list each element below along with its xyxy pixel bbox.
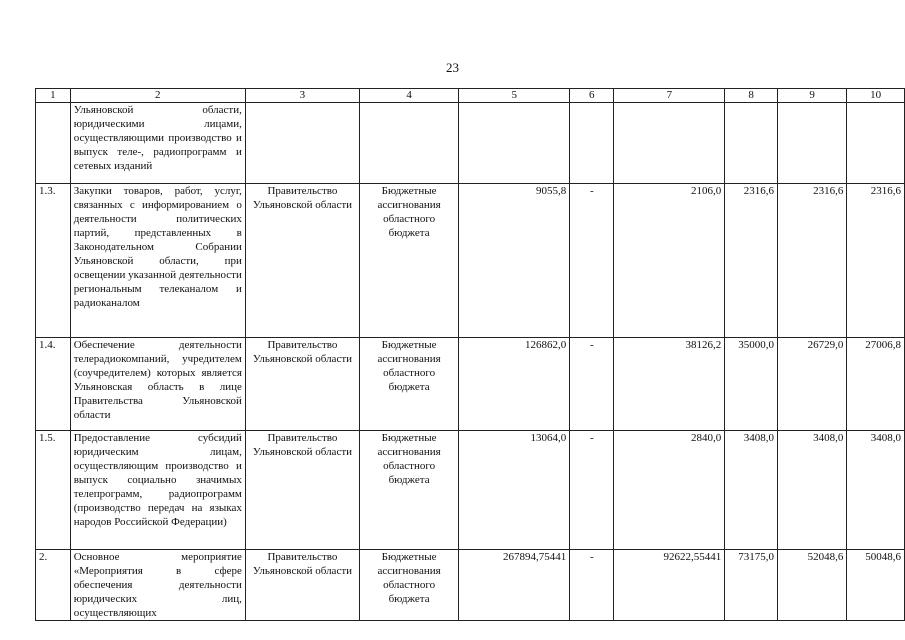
row-col7: 2840,0: [614, 431, 725, 550]
row-col10: 27006,8: [847, 338, 905, 431]
header-cell: 10: [847, 89, 905, 103]
row-col9: 3408,0: [777, 431, 846, 550]
row-col8: 35000,0: [725, 338, 778, 431]
header-cell: 9: [777, 89, 846, 103]
row-total: 126862,0: [459, 338, 570, 431]
row-executor: [245, 103, 359, 184]
row-number: 1.5.: [36, 431, 71, 550]
row-description: Обеспечение деятельности телерадиокомпаний, учредителем (соучредителем) которых является Ульяновская область в лице Правительства Ульяновской области: [70, 338, 245, 431]
row-executor: Правительство Ульяновской области: [245, 184, 359, 338]
row-executor: Правительство Ульяновской области: [245, 550, 359, 621]
table-row: [36, 431, 905, 550]
row-source: Бюджетные ассигнования областного бюджета: [359, 550, 458, 621]
row-description: Предоставление субсидий юридическим лицам, осуществляющим производство и выпуск социально значимых телепрограмм, радиопрограмм (производство передач на языках народов Российской Федерации): [70, 431, 245, 550]
row-col7: [614, 103, 725, 184]
header-cell: 3: [245, 89, 359, 103]
row-total: [459, 103, 570, 184]
table-row: [36, 103, 905, 184]
row-number: [36, 103, 71, 184]
header-cell: 5: [459, 89, 570, 103]
row-col10: [847, 103, 905, 184]
table-row: [36, 338, 905, 431]
header-cell: 4: [359, 89, 458, 103]
row-col9: [777, 103, 846, 184]
row-col8: 2316,6: [725, 184, 778, 338]
row-number: 1.3.: [36, 184, 71, 338]
row-col6: -: [570, 550, 614, 621]
row-total: 9055,8: [459, 184, 570, 338]
table-header-row: [36, 89, 905, 103]
row-source: Бюджетные ассигнования областного бюджета: [359, 431, 458, 550]
row-description: Основное мероприятие «Мероприятия в сфере обеспечения деятельности юридических лиц, осуществляющих: [70, 550, 245, 621]
row-total: 13064,0: [459, 431, 570, 550]
row-source: Бюджетные ассигнования областного бюджета: [359, 338, 458, 431]
row-source: Бюджетные ассигнования областного бюджета: [359, 184, 458, 338]
table-row: [36, 550, 905, 621]
row-col9: 52048,6: [777, 550, 846, 621]
row-col10: 2316,6: [847, 184, 905, 338]
row-executor: Правительство Ульяновской области: [245, 431, 359, 550]
header-cell: 2: [70, 89, 245, 103]
row-col8: [725, 103, 778, 184]
row-col6: -: [570, 184, 614, 338]
row-col8: 3408,0: [725, 431, 778, 550]
row-executor: Правительство Ульяновской области: [245, 338, 359, 431]
row-col10: 3408,0: [847, 431, 905, 550]
row-col9: 2316,6: [777, 184, 846, 338]
row-description: Закупки товаров, работ, услуг, связанных с информированием о деятельности политических партий, представленных в Законодательном Собрании Ульяновской области, при освещении указанной деятельности региональным телеканалом и радиоканалом: [70, 184, 245, 338]
header-cell: 1: [36, 89, 71, 103]
row-col6: -: [570, 431, 614, 550]
row-source: [359, 103, 458, 184]
budget-table: [35, 88, 905, 621]
row-col7: 92622,55441: [614, 550, 725, 621]
row-col7: 2106,0: [614, 184, 725, 338]
header-cell: 7: [614, 89, 725, 103]
page-number: 23: [446, 60, 459, 75]
row-col6: [570, 103, 614, 184]
table-row: [36, 184, 905, 338]
row-number: 2.: [36, 550, 71, 621]
row-description: Ульяновской области, юридическими лицами, осуществляющими производство и выпуск теле-, радиопрограмм и сетевых изданий: [70, 103, 245, 184]
header-cell: 8: [725, 89, 778, 103]
row-total: 267894,75441: [459, 550, 570, 621]
row-col9: 26729,0: [777, 338, 846, 431]
row-col7: 38126,2: [614, 338, 725, 431]
row-col10: 50048,6: [847, 550, 905, 621]
row-col8: 73175,0: [725, 550, 778, 621]
row-number: 1.4.: [36, 338, 71, 431]
header-cell: 6: [570, 89, 614, 103]
row-col6: -: [570, 338, 614, 431]
